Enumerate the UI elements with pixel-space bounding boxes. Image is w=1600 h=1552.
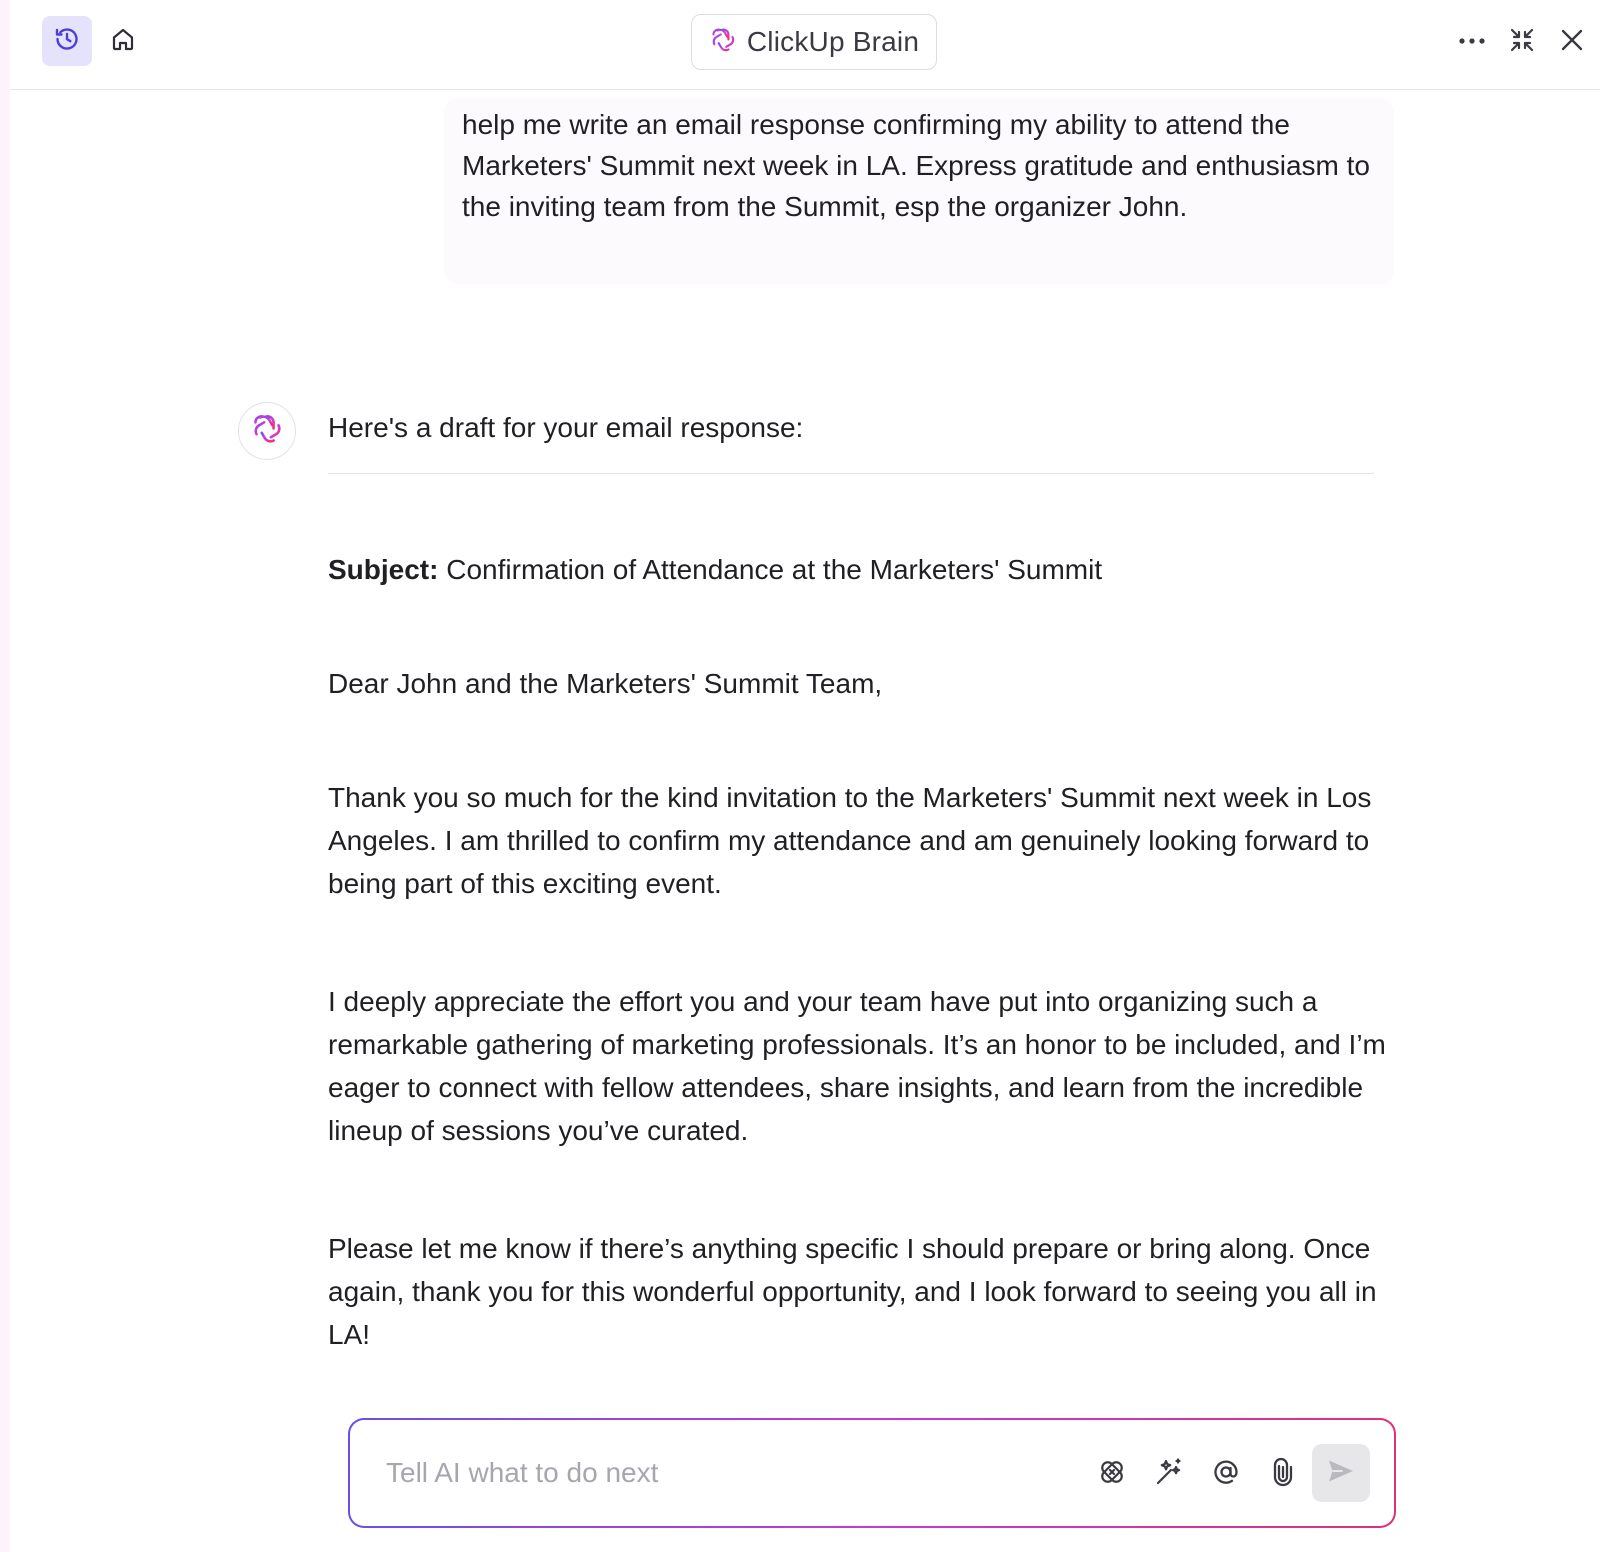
- header-bar: [10, 0, 1600, 90]
- user-message-bubble: [444, 98, 1394, 284]
- home-button[interactable]: [98, 16, 148, 66]
- email-subject: [328, 548, 1388, 591]
- paperclip-icon: [1268, 1457, 1298, 1492]
- history-icon: [53, 25, 81, 58]
- mention-button[interactable]: [1204, 1452, 1248, 1496]
- user-message-text: help me write an email response confirming my ability to attend the Marketers' Summit next week in LA. Express gratitude and enthusiasm to the inviting team from the Summit, esp the organizer John.: [462, 109, 1370, 222]
- tools-icon: [1097, 1457, 1127, 1492]
- window-title: ClickUp Brain: [746, 26, 920, 57]
- ai-avatar: [238, 402, 296, 460]
- more-horizontal-icon: [1457, 33, 1487, 51]
- magic-wand-icon: [1154, 1457, 1184, 1492]
- title-pill[interactable]: [691, 14, 937, 70]
- ai-email-draft: [328, 548, 1388, 1356]
- at-mention-icon: [1211, 1457, 1241, 1492]
- close-button[interactable]: [1550, 20, 1594, 64]
- collapse-button[interactable]: [1500, 20, 1544, 64]
- email-paragraph: Thank you so much for the kind invitation to the Marketers' Summit next week in Los Angeles. I am thrilled to confirm my attendance and am genuinely looking forward to being part of this exciting event.: [328, 782, 1372, 899]
- email-greeting: Dear John and the Marketers' Summit Team,: [328, 668, 883, 699]
- prompt-input-box: [350, 1420, 1394, 1526]
- send-icon: [1326, 1456, 1356, 1491]
- clickup-brain-logo-icon: [709, 26, 737, 59]
- tools-button[interactable]: [1090, 1452, 1134, 1496]
- history-button[interactable]: [42, 16, 92, 66]
- subject-label: Subject:: [328, 554, 439, 585]
- left-edge-strip: [0, 0, 10, 1552]
- email-paragraph: Please let me know if there’s anything specific I should prepare or bring along. Once again, thank you for this wonderful opportunity, and I look forward to seeing you all in LA!: [328, 1233, 1377, 1350]
- attach-button[interactable]: [1261, 1452, 1305, 1496]
- magic-button[interactable]: [1147, 1452, 1191, 1496]
- clickup-brain-logo-icon: [250, 412, 284, 451]
- close-icon: [1560, 28, 1584, 57]
- more-button[interactable]: [1450, 20, 1494, 64]
- ai-intro-text: Here's a draft for your email response:: [328, 412, 804, 443]
- email-paragraph: I deeply appreciate the effort you and your team have put into organizing such a remarkable gathering of marketing professionals. It’s an honor to be included, and I’m eager to connect with fellow attendees, share insights, and learn from the incredible lineup of sessions you’ve curated.: [328, 986, 1386, 1146]
- home-icon: [109, 25, 137, 58]
- subject-text: Confirmation of Attendance at the Marketers' Summit: [438, 554, 1103, 585]
- divider: [328, 473, 1374, 474]
- prompt-input[interactable]: [386, 1448, 1026, 1498]
- collapse-icon: [1509, 27, 1535, 58]
- send-button[interactable]: [1312, 1444, 1370, 1502]
- prompt-input-container: [348, 1418, 1396, 1528]
